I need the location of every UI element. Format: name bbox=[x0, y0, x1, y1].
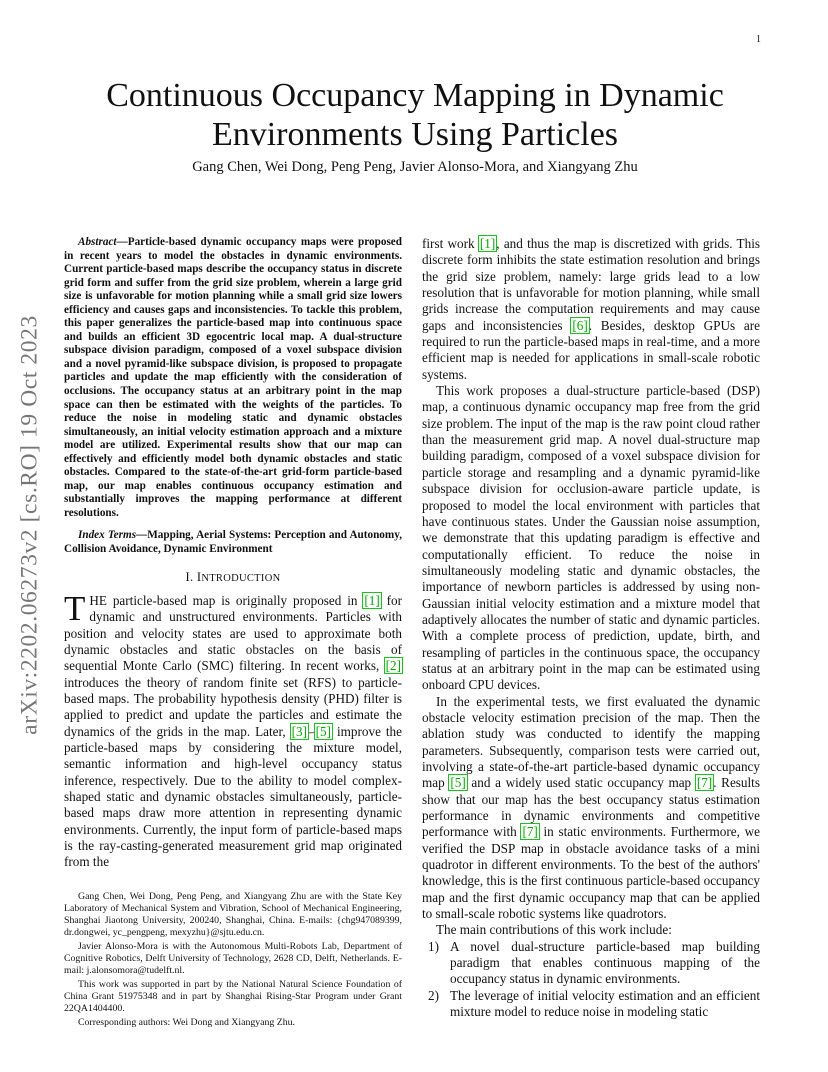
list-item: 1) A novel dual-structure particle-based map building paradigm that enables continuous mapping of the occupancy status in dynamic environments. bbox=[428, 938, 760, 987]
arxiv-stamp-text: arXiv:2202.06273v2 [cs.RO] 19 Oct 2023 bbox=[16, 315, 43, 735]
footnotes bbox=[64, 891, 402, 1029]
citation-link[interactable]: [1] bbox=[364, 592, 380, 608]
arxiv-stamp bbox=[10, 290, 50, 760]
abstract-text: —Particle-based dynamic occupancy maps were proposed in recent years to model the obstacles in dynamic environments. Current particle-based maps describe the occupancy status in discrete grid form and suffer from the grid size problem, wherein a large grid size is unfavorable for motion planning while a small grid size lowers efficiency and causes gaps and inconsistencies. To tackle this problem, this paper generalizes the particle-based map into continuous space and builds an efficient 3D egocentric local map. A dual-structure subspace division paradigm, composed of a voxel subspace division and a novel pyramid-like subspace division, is proposed to propagate particles and update the map efficiently with the consideration of occlusions. The occupancy status at an arbitrary point in the map space can then be estimated with the weights of the particles. To reduce the noise in modeling static and dynamic obstacles simultaneously, an initial velocity estimation approach and a mixture model are utilized. Experimental results show that our map can effectively and efficiently model both dynamic obstacles and static obstacles. Compared to the state-of-the-art grid-form particle-based map, our map enables continuous occupancy estimation and substantially improves the mapping performance at different resolutions. bbox=[64, 236, 402, 519]
citation-link[interactable]: [2] bbox=[385, 658, 401, 674]
paper-title bbox=[60, 76, 770, 154]
citation-link[interactable]: [1] bbox=[479, 236, 496, 251]
contributions-intro: The main contributions of this work include: bbox=[436, 922, 672, 938]
citation-link[interactable]: [7] bbox=[522, 824, 538, 840]
left-column bbox=[64, 236, 402, 1031]
index-terms-text: —Mapping, Aerial Systems: Perception and Autonomy, Collision Avoidance, Dynamic Environment bbox=[64, 529, 402, 556]
abstract bbox=[64, 236, 402, 520]
citation-link[interactable]: [6] bbox=[572, 317, 588, 333]
right-paragraph-1: first work [1], and thus the map is discretized with grids. This discrete form inhibits the state estimation resolution and brings the grid size problem, namely: large grids lead to a low resolution that is unfavorable for motion planning, while small grids increase the computation requirements and may cause gaps and inconsistencies [6]. Besides, desktop GPUs are required to run the particle-based maps in real-time, and a more efficient map is needed for applications in small-scale robotic systems. bbox=[422, 236, 760, 382]
footnote-funding: This work was supported in part by the National Natural Science Foundation of China Grant 51975348 and in part by Shanghai Rising-Star Program under Grant 22QA1404400. bbox=[64, 978, 402, 1014]
author-list: Gang Chen, Wei Dong, Peng Peng, Javier Alonso-Mora, and Xiangyang Zhu bbox=[192, 159, 638, 175]
contributions-list bbox=[422, 939, 760, 1021]
right-paragraph-2: This work proposes a dual-structure particle-based (DSP) map, a continuous dynamic occupancy map free from the grid size problem. The input of the map is the raw point cloud rather than the measurement grid map. A novel dual-structure map building paradigm, composed of a voxel subspace division for particle storage and resampling and a dynamic pyramid-like subspace division for occlusion-aware particle update, is proposed to model the local environment with particles that have continuous states. Under the Gaussian noise assumption, we demonstrate that this updating paradigm is effective and computationally efficient. To reduce the noise in simultaneously modeling static and dynamic obstacles, the importance of newborn particles is addressed by using non-Gaussian initial velocity estimation and a mixture model that adaptively allocates the number of static and dynamic particles. With a complete process of prediction, update, birth, and resampling of particles in the continuous space, the occupancy status at an arbitrary point in the map can be estimated using onboard CPU devices. bbox=[422, 383, 760, 693]
footnote-corresponding: Corresponding authors: Wei Dong and Xiangyang Zhu. bbox=[78, 1016, 295, 1028]
citation-link[interactable]: [7] bbox=[696, 775, 713, 791]
index-terms-lead: Index Terms bbox=[78, 529, 137, 542]
index-terms bbox=[64, 529, 402, 556]
footnote-affiliation-sjtu: Gang Chen, Wei Dong, Peng Peng, and Xiangyang Zhu are with the State Key Laboratory of Mechanical System and Vibration, School of Mechanical Engineering, Shanghai Jiaotong University, 200240, Shanghai, China. E-mails: {chg947089399, dr.dongwei, yc_pengpeng, mexyzhu}@sjtu.edu.cn. bbox=[64, 890, 402, 938]
title-line-2: Environments Using Particles bbox=[211, 116, 619, 153]
page-number: 1 bbox=[756, 34, 761, 45]
dropcap: T bbox=[64, 588, 86, 628]
abstract-lead: Abstract bbox=[78, 236, 117, 248]
section-heading-introduction: I. INTRODUCTION bbox=[185, 569, 281, 584]
citation-link[interactable]: [5] bbox=[450, 775, 466, 791]
intro-paragraph: THE particle-based map is originally proposed in [1] for dynamic and unstructured environments. Particles with position and velocity states are used to approximate both dynamic obstacles and static obstacles on the basis of sequential Monte Carlo (SMC) filtering. In recent works, [2] introduces the theory of random finite set (RFS) to particle-based maps. The probability hypothesis density (PHD) filter is applied to predict and update the particles and estimate the dynamics of the grids in the map. Later, [3]–[5] improve the particle-based maps by considering the mixture model, semantic information and high-level occupancy status inference, respectively. Due to the ability to model complex-shaped static and dynamic obstacles simultaneously, particle-based maps draw more attention in representing dynamic environments. Currently, the input form of particle-based maps is the ray-casting-generated measurement grid map originated from the bbox=[64, 588, 403, 870]
citation-link[interactable]: [5] bbox=[315, 723, 332, 739]
right-paragraph-3: In the experimental tests, we first evaluated the dynamic obstacle velocity estimation precision of the map. Then the ablation study was conducted to identify the mapping parameters. Subsequently, comparison tests were carried out, involving a state-of-the-art particle-based dynamic occupancy map [5] and a widely used static occupancy map [7]. Results show that our map has the best occupancy status estimation performance in dynamic environments and competitive performance with [7] in static environments. Furthermore, we verified the DSP map in obstacle avoidance tasks of a mini quadrotor in different environments. To the best of the authors' knowledge, this is the first continuous particle-based occupancy map and the first dynamic occupancy map that can be applied to small-scale robotic systems like quadrotors. bbox=[422, 693, 760, 922]
footnote-affiliation-delft: Javier Alonso-Mora is with the Autonomous Multi-Robots Lab, Department of Cognitive Robotics, Delft University of Technology, 2628 CD, Delft, Netherlands. E-mail: j.alonsomora@tudelft.nl. bbox=[64, 940, 402, 976]
title-line-1: Continuous Occupancy Mapping in Dynamic bbox=[106, 77, 724, 114]
right-column bbox=[422, 236, 760, 1021]
citation-link[interactable]: [3] bbox=[291, 723, 308, 739]
list-item: 2) The leverage of initial velocity estimation and an efficient mixture model to reduce noise in modeling static bbox=[428, 987, 760, 1020]
